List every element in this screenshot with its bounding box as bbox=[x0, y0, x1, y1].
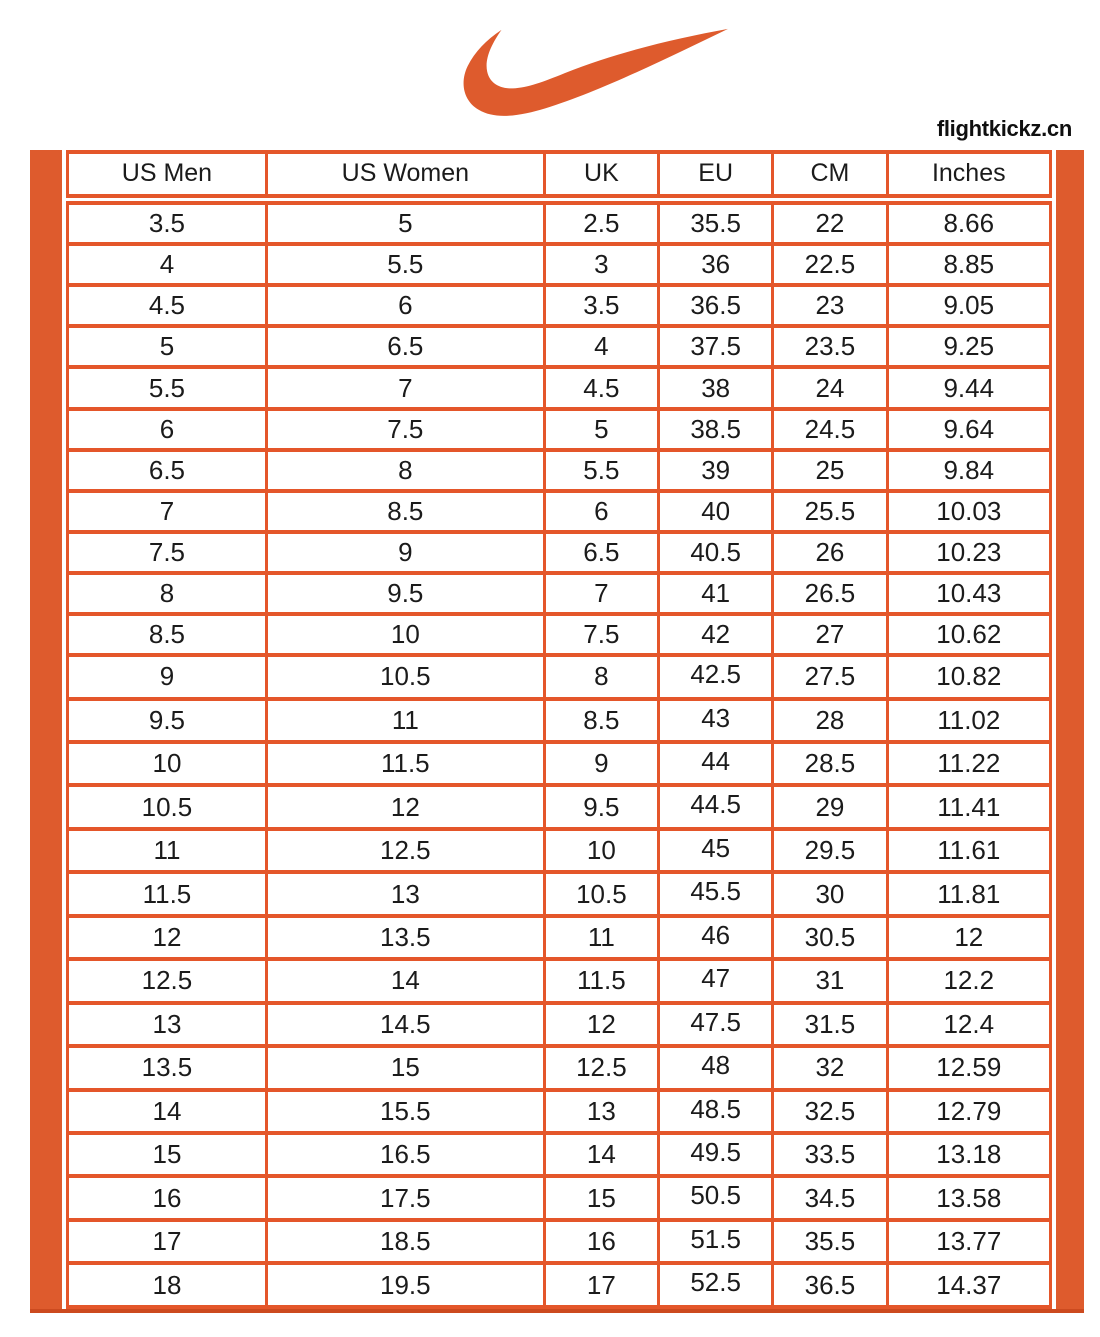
table-row bbox=[68, 573, 1051, 614]
size-cell: 13 bbox=[544, 1090, 658, 1133]
size-cell: 28 bbox=[773, 699, 887, 742]
size-cell: 35.5 bbox=[659, 199, 773, 244]
size-cell: 11 bbox=[68, 829, 267, 872]
size-cell: 8.85 bbox=[887, 244, 1050, 285]
size-cell: 5.5 bbox=[266, 244, 544, 285]
size-cell: 51.5 bbox=[659, 1220, 773, 1263]
size-cell: 36.5 bbox=[773, 1263, 887, 1307]
size-cell: 6.5 bbox=[544, 532, 658, 573]
size-cell: 8 bbox=[544, 655, 658, 698]
size-cell: 23.5 bbox=[773, 326, 887, 367]
size-cell: 12.79 bbox=[887, 1090, 1050, 1133]
size-cell: 6.5 bbox=[266, 326, 544, 367]
size-cell: 42 bbox=[659, 614, 773, 655]
size-cell: 38.5 bbox=[659, 409, 773, 450]
size-cell: 3.5 bbox=[68, 199, 267, 244]
size-cell: 48 bbox=[659, 1046, 773, 1089]
size-cell: 22.5 bbox=[773, 244, 887, 285]
size-cell: 11.5 bbox=[544, 959, 658, 1002]
size-cell: 15 bbox=[544, 1176, 658, 1219]
size-cell: 16.5 bbox=[266, 1133, 544, 1176]
size-cell: 34.5 bbox=[773, 1176, 887, 1219]
left-accent-bar bbox=[30, 150, 62, 1309]
table-row bbox=[68, 916, 1051, 959]
size-cell: 7.5 bbox=[544, 614, 658, 655]
size-cell: 5 bbox=[544, 409, 658, 450]
size-conversion-chart bbox=[30, 150, 1084, 1313]
size-cell: 17 bbox=[544, 1263, 658, 1307]
size-cell: 14.5 bbox=[266, 1003, 544, 1046]
size-cell: 32 bbox=[773, 1046, 887, 1089]
size-cell: 13 bbox=[266, 872, 544, 915]
size-cell: 13.5 bbox=[68, 1046, 267, 1089]
size-cell: 15 bbox=[68, 1133, 267, 1176]
size-cell: 15 bbox=[266, 1046, 544, 1089]
size-cell: 46 bbox=[659, 916, 773, 959]
size-cell: 16 bbox=[68, 1176, 267, 1219]
size-cell: 11.41 bbox=[887, 785, 1050, 828]
size-cell: 9.05 bbox=[887, 285, 1050, 326]
column-header-us-women: US Women bbox=[266, 152, 544, 199]
size-cell: 19.5 bbox=[266, 1263, 544, 1307]
size-cell: 7.5 bbox=[68, 532, 267, 573]
size-cell: 50.5 bbox=[659, 1176, 773, 1219]
size-cell: 36 bbox=[659, 244, 773, 285]
size-cell: 10 bbox=[68, 742, 267, 785]
size-cell: 30 bbox=[773, 872, 887, 915]
size-cell: 44.5 bbox=[659, 785, 773, 828]
size-cell: 10.5 bbox=[544, 872, 658, 915]
table-row bbox=[68, 367, 1051, 408]
size-cell: 10.62 bbox=[887, 614, 1050, 655]
size-cell: 11.02 bbox=[887, 699, 1050, 742]
table-row bbox=[68, 244, 1051, 285]
size-cell: 38 bbox=[659, 367, 773, 408]
size-cell: 26 bbox=[773, 532, 887, 573]
size-cell: 3.5 bbox=[544, 285, 658, 326]
size-cell: 5.5 bbox=[68, 367, 267, 408]
size-cell: 4 bbox=[544, 326, 658, 367]
size-cell: 7 bbox=[68, 491, 267, 532]
size-cell: 16 bbox=[544, 1220, 658, 1263]
size-cell: 4 bbox=[68, 244, 267, 285]
size-cell: 5.5 bbox=[544, 450, 658, 491]
table-row bbox=[68, 1090, 1051, 1133]
size-cell: 12.5 bbox=[266, 829, 544, 872]
table-row bbox=[68, 326, 1051, 367]
size-cell: 10.03 bbox=[887, 491, 1050, 532]
size-cell: 39 bbox=[659, 450, 773, 491]
header-row bbox=[68, 152, 1051, 199]
size-cell: 10.43 bbox=[887, 573, 1050, 614]
table-row bbox=[68, 1003, 1051, 1046]
column-header-eu: EU bbox=[659, 152, 773, 199]
size-table bbox=[66, 150, 1052, 1309]
size-cell: 22 bbox=[773, 199, 887, 244]
size-cell: 13.18 bbox=[887, 1133, 1050, 1176]
size-cell: 14 bbox=[266, 959, 544, 1002]
size-cell: 28.5 bbox=[773, 742, 887, 785]
table-row bbox=[68, 1046, 1051, 1089]
nike-swoosh-icon bbox=[452, 28, 728, 125]
size-cell: 12 bbox=[544, 1003, 658, 1046]
size-cell: 10.23 bbox=[887, 532, 1050, 573]
size-cell: 9.25 bbox=[887, 326, 1050, 367]
size-cell: 9 bbox=[68, 655, 267, 698]
table-row bbox=[68, 699, 1051, 742]
table-row bbox=[68, 959, 1051, 1002]
size-cell: 30.5 bbox=[773, 916, 887, 959]
column-header-cm: CM bbox=[773, 152, 887, 199]
size-cell: 6 bbox=[266, 285, 544, 326]
table-row bbox=[68, 409, 1051, 450]
size-cell: 10.5 bbox=[266, 655, 544, 698]
size-cell: 49.5 bbox=[659, 1133, 773, 1176]
size-cell: 15.5 bbox=[266, 1090, 544, 1133]
size-cell: 4.5 bbox=[68, 285, 267, 326]
size-cell: 27.5 bbox=[773, 655, 887, 698]
size-cell: 5 bbox=[266, 199, 544, 244]
size-cell: 44 bbox=[659, 742, 773, 785]
size-cell: 18 bbox=[68, 1263, 267, 1307]
size-cell: 33.5 bbox=[773, 1133, 887, 1176]
size-table-header bbox=[68, 152, 1051, 199]
size-cell: 14 bbox=[68, 1090, 267, 1133]
column-header-uk: UK bbox=[544, 152, 658, 199]
size-cell: 12.59 bbox=[887, 1046, 1050, 1089]
size-cell: 13 bbox=[68, 1003, 267, 1046]
size-cell: 40 bbox=[659, 491, 773, 532]
size-cell: 31.5 bbox=[773, 1003, 887, 1046]
size-cell: 2.5 bbox=[544, 199, 658, 244]
size-cell: 12 bbox=[68, 916, 267, 959]
size-cell: 11.61 bbox=[887, 829, 1050, 872]
table-row bbox=[68, 1220, 1051, 1263]
size-cell: 9.5 bbox=[544, 785, 658, 828]
size-cell: 12.5 bbox=[544, 1046, 658, 1089]
size-table-body bbox=[68, 199, 1051, 1307]
size-cell: 10 bbox=[544, 829, 658, 872]
table-row bbox=[68, 285, 1051, 326]
size-cell: 9.5 bbox=[68, 699, 267, 742]
size-cell: 10 bbox=[266, 614, 544, 655]
right-accent-bar bbox=[1056, 150, 1084, 1309]
size-cell: 37.5 bbox=[659, 326, 773, 367]
table-row bbox=[68, 829, 1051, 872]
size-cell: 35.5 bbox=[773, 1220, 887, 1263]
size-cell: 8.5 bbox=[266, 491, 544, 532]
size-cell: 47 bbox=[659, 959, 773, 1002]
size-cell: 8 bbox=[68, 573, 267, 614]
size-cell: 6.5 bbox=[68, 450, 267, 491]
table-row bbox=[68, 742, 1051, 785]
size-cell: 6 bbox=[544, 491, 658, 532]
site-label: flightkickz.cn bbox=[936, 116, 1072, 141]
size-cell: 47.5 bbox=[659, 1003, 773, 1046]
size-cell: 36.5 bbox=[659, 285, 773, 326]
size-cell: 11.5 bbox=[68, 872, 267, 915]
size-cell: 11.5 bbox=[266, 742, 544, 785]
size-cell: 9.64 bbox=[887, 409, 1050, 450]
size-cell: 24 bbox=[773, 367, 887, 408]
size-cell: 8 bbox=[266, 450, 544, 491]
size-cell: 11 bbox=[544, 916, 658, 959]
size-cell: 4.5 bbox=[544, 367, 658, 408]
size-cell: 27 bbox=[773, 614, 887, 655]
size-cell: 29 bbox=[773, 785, 887, 828]
size-cell: 13.5 bbox=[266, 916, 544, 959]
table-row bbox=[68, 1263, 1051, 1307]
table-row bbox=[68, 199, 1051, 244]
table-row bbox=[68, 1176, 1051, 1219]
size-cell: 14.37 bbox=[887, 1263, 1050, 1307]
size-cell: 31 bbox=[773, 959, 887, 1002]
size-cell: 32.5 bbox=[773, 1090, 887, 1133]
size-cell: 10.5 bbox=[68, 785, 267, 828]
size-cell: 9 bbox=[266, 532, 544, 573]
column-header-us-men: US Men bbox=[68, 152, 267, 199]
size-cell: 7.5 bbox=[266, 409, 544, 450]
table-row bbox=[68, 532, 1051, 573]
size-cell: 11.81 bbox=[887, 872, 1050, 915]
size-cell: 25.5 bbox=[773, 491, 887, 532]
size-cell: 12.2 bbox=[887, 959, 1050, 1002]
size-cell: 12 bbox=[266, 785, 544, 828]
table-row bbox=[68, 491, 1051, 532]
size-cell: 42.5 bbox=[659, 655, 773, 698]
size-cell: 23 bbox=[773, 285, 887, 326]
table-row bbox=[68, 450, 1051, 491]
table-row bbox=[68, 614, 1051, 655]
size-cell: 12.5 bbox=[68, 959, 267, 1002]
table-row bbox=[68, 1133, 1051, 1176]
size-cell: 18.5 bbox=[266, 1220, 544, 1263]
size-cell: 9.5 bbox=[266, 573, 544, 614]
size-cell: 10.82 bbox=[887, 655, 1050, 698]
column-header-inches: Inches bbox=[887, 152, 1050, 199]
size-cell: 7 bbox=[266, 367, 544, 408]
size-cell: 24.5 bbox=[773, 409, 887, 450]
size-cell: 45.5 bbox=[659, 872, 773, 915]
size-cell: 11.22 bbox=[887, 742, 1050, 785]
size-cell: 13.58 bbox=[887, 1176, 1050, 1219]
size-cell: 8.5 bbox=[68, 614, 267, 655]
size-cell: 13.77 bbox=[887, 1220, 1050, 1263]
size-cell: 11 bbox=[266, 699, 544, 742]
size-cell: 45 bbox=[659, 829, 773, 872]
size-cell: 25 bbox=[773, 450, 887, 491]
size-cell: 48.5 bbox=[659, 1090, 773, 1133]
size-cell: 3 bbox=[544, 244, 658, 285]
size-cell: 12.4 bbox=[887, 1003, 1050, 1046]
size-cell: 43 bbox=[659, 699, 773, 742]
size-cell: 26.5 bbox=[773, 573, 887, 614]
size-cell: 52.5 bbox=[659, 1263, 773, 1307]
table-row bbox=[68, 872, 1051, 915]
size-cell: 17 bbox=[68, 1220, 267, 1263]
size-cell: 9 bbox=[544, 742, 658, 785]
table-row bbox=[68, 785, 1051, 828]
size-cell: 8.5 bbox=[544, 699, 658, 742]
size-cell: 40.5 bbox=[659, 532, 773, 573]
size-cell: 29.5 bbox=[773, 829, 887, 872]
size-cell: 9.84 bbox=[887, 450, 1050, 491]
size-cell: 14 bbox=[544, 1133, 658, 1176]
size-cell: 6 bbox=[68, 409, 267, 450]
size-cell: 9.44 bbox=[887, 367, 1050, 408]
size-cell: 8.66 bbox=[887, 199, 1050, 244]
size-cell: 17.5 bbox=[266, 1176, 544, 1219]
table-row bbox=[68, 655, 1051, 698]
size-cell: 12 bbox=[887, 916, 1050, 959]
size-cell: 7 bbox=[544, 573, 658, 614]
size-cell: 41 bbox=[659, 573, 773, 614]
size-cell: 5 bbox=[68, 326, 267, 367]
